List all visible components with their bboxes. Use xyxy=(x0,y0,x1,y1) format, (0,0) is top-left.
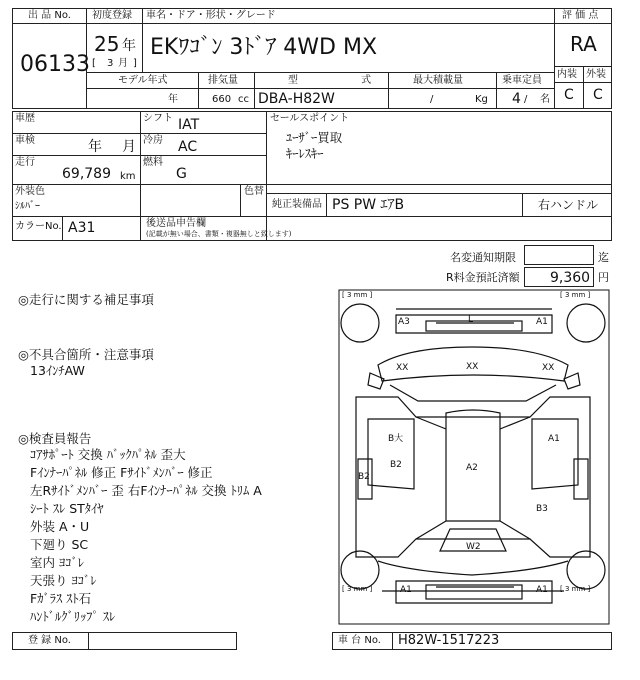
fuel-label: 燃料 xyxy=(143,157,163,168)
history-label: 車歴 xyxy=(15,113,35,124)
capacity-unit: 名 xyxy=(540,94,550,105)
inspector-line: ｼｰﾄ ｽﾚ STﾀｲﾔ xyxy=(30,501,104,516)
ac-label: 冷房 xyxy=(143,135,163,146)
shift-value: IAT xyxy=(178,117,200,133)
reg-month: 3 xyxy=(107,58,114,69)
load-sep: / xyxy=(430,94,434,105)
capacity-sep: / xyxy=(524,94,528,105)
inspector-title: ◎検査員報告 xyxy=(18,431,92,446)
mark-w2: W2 xyxy=(466,542,481,552)
color-label: 外装色 xyxy=(15,186,45,197)
inspector-line: ｺｱｻﾎﾟｰﾄ 交換 ﾊﾞｯｸﾊﾟﾈﾙ 歪大 xyxy=(30,447,186,462)
name-change-field xyxy=(524,245,594,265)
mark-xx-center: XX xyxy=(466,362,479,372)
doc-label: 後送品申告欄 xyxy=(146,218,206,229)
inspector-line: 天張り ﾖｺﾞﾚ xyxy=(30,573,97,588)
displacement-value: 660 xyxy=(212,94,232,105)
tire-label-fr: [ 3 mm ] xyxy=(560,291,591,299)
sales-point-1: ﾕｰｻﾞｰ買取 xyxy=(286,130,343,145)
recycle-label: R料金預託済額 xyxy=(446,271,520,284)
reg-label: 初度登録 xyxy=(92,10,132,21)
type-label: 型 式 xyxy=(288,75,402,86)
equipment-label: 純正装備品 xyxy=(272,199,322,210)
tire-label-rr: [ 3 mm ] xyxy=(560,585,591,593)
color-no-label: カラーNo. xyxy=(15,221,62,232)
mark-b3: B3 xyxy=(536,504,548,514)
inspector-line: Fｲﾝﾅｰﾊﾟﾈﾙ 修正 Fｻｲﾄﾞﾒﾝﾊﾞｰ 修正 xyxy=(30,465,213,480)
inspector-line: Fｶﾞﾗｽ ｽﾄ石 xyxy=(30,591,92,606)
color-value: ｼﾙﾊﾞｰ xyxy=(15,201,40,212)
interior-grade: C xyxy=(564,87,574,103)
chassis-label: 車 台 No. xyxy=(338,635,381,646)
color-change-label: 色替 xyxy=(244,186,264,197)
tire-label-rl: [ 3 mm ] xyxy=(342,585,373,593)
score-label: 評 価 点 xyxy=(562,10,599,21)
car-damage-diagram xyxy=(338,289,610,625)
mark-b-dai: B大 xyxy=(388,434,404,444)
displacement-label: 排気量 xyxy=(208,75,238,86)
defects-title: ◎不具合箇所・注意事項 xyxy=(18,347,154,362)
ac-value: AC xyxy=(178,139,198,155)
model-year-label: モデル年式 xyxy=(118,75,168,86)
inspection-year-unit: 年 xyxy=(88,139,102,155)
mark-bottom-a1-right: A1 xyxy=(536,585,548,595)
mark-a1-right: A1 xyxy=(548,434,560,444)
inspector-line: 室内 ﾖｺﾞﾚ xyxy=(30,555,84,570)
reg-year: 25 xyxy=(94,32,120,56)
type-value: DBA-H82W xyxy=(258,91,335,107)
mark-a2: A2 xyxy=(466,463,478,473)
shift-label: シフト xyxy=(143,113,173,124)
mark-b2-left: B2 xyxy=(358,472,370,482)
recycle-unit: 円 xyxy=(598,271,609,284)
mileage-unit: km xyxy=(120,171,136,182)
recycle-value: 9,360 xyxy=(550,270,591,286)
score-value: RA xyxy=(570,32,597,56)
mark-top-a1: A1 xyxy=(536,317,548,327)
load-label: 最大積載量 xyxy=(413,75,463,86)
car-label: 車名・ドア・形状・グレード xyxy=(146,10,276,21)
mark-bottom-a1-left: A1 xyxy=(400,585,412,595)
mark-b2-inner: B2 xyxy=(390,460,402,470)
car-name: EKﾜｺﾞﾝ 3ﾄﾞｱ 4WD MX xyxy=(150,35,378,60)
load-unit: Kg xyxy=(475,94,488,105)
sales-point-2: ｷｰﾚｽｷｰ xyxy=(286,146,324,161)
lot-label: 出 品 No. xyxy=(28,10,71,21)
driving-notes-title: ◎走行に関する補足事項 xyxy=(18,292,154,307)
name-change-unit: 迄 xyxy=(598,251,609,264)
model-year-unit: 年 xyxy=(168,94,178,105)
capacity-label: 乗車定員 xyxy=(502,75,542,86)
mileage-value: 69,789 xyxy=(62,166,111,182)
color-no-value: A31 xyxy=(68,220,96,236)
steering-value: 右ハンドル xyxy=(538,198,599,212)
name-change-label: 名変通知期限 xyxy=(450,251,516,264)
inspector-line: 左Rｻｲﾄﾞﾒﾝﾊﾞｰ 歪 右Fｲﾝﾅｰﾊﾟﾈﾙ 交換 ﾄﾘﾑ A xyxy=(30,483,262,498)
fuel-value: G xyxy=(176,166,187,182)
inspector-line: 下廻り SC xyxy=(30,537,89,552)
displacement-unit: cc xyxy=(238,94,249,105)
inspection-month-unit: 月 xyxy=(122,139,136,155)
capacity-value: 4 xyxy=(512,91,521,107)
reg-month-open: [ xyxy=(92,58,96,69)
reg-year-unit: 年 xyxy=(122,38,136,54)
reg-month-unit: 月 xyxy=(118,58,128,69)
exterior-grade: C xyxy=(593,87,603,103)
sales-point-label: セールスポイント xyxy=(270,113,350,124)
doc-note: (記載が無い場合、書類・複器無しと致します) xyxy=(146,230,292,238)
tire-label-fl: [ 3 mm ] xyxy=(342,291,373,299)
mark-top-l: L xyxy=(468,315,474,325)
mark-top-a3: A3 xyxy=(398,317,410,327)
inspector-line: 外装 A・U xyxy=(30,519,90,534)
lot-number: 06133 xyxy=(20,52,90,77)
exterior-label: 外装 xyxy=(586,69,606,80)
defect-item: 13ｲﾝﾁAW xyxy=(30,363,85,378)
reg-no-label: 登 録 No. xyxy=(28,635,71,646)
equipment-value: PS PW ｴｱB xyxy=(332,197,405,213)
mark-xx-left: XX xyxy=(396,363,409,373)
chassis-number: H82W-1517223 xyxy=(398,633,500,648)
reg-month-close: ] xyxy=(133,58,137,69)
interior-label: 内装 xyxy=(557,69,577,80)
mark-xx-right: XX xyxy=(542,363,555,373)
inspection-label: 車検 xyxy=(15,135,35,146)
inspector-line: ﾊﾝﾄﾞﾙｸﾞﾘｯﾌﾟ ｽﾚ xyxy=(30,609,116,624)
mileage-label: 走行 xyxy=(15,157,35,168)
